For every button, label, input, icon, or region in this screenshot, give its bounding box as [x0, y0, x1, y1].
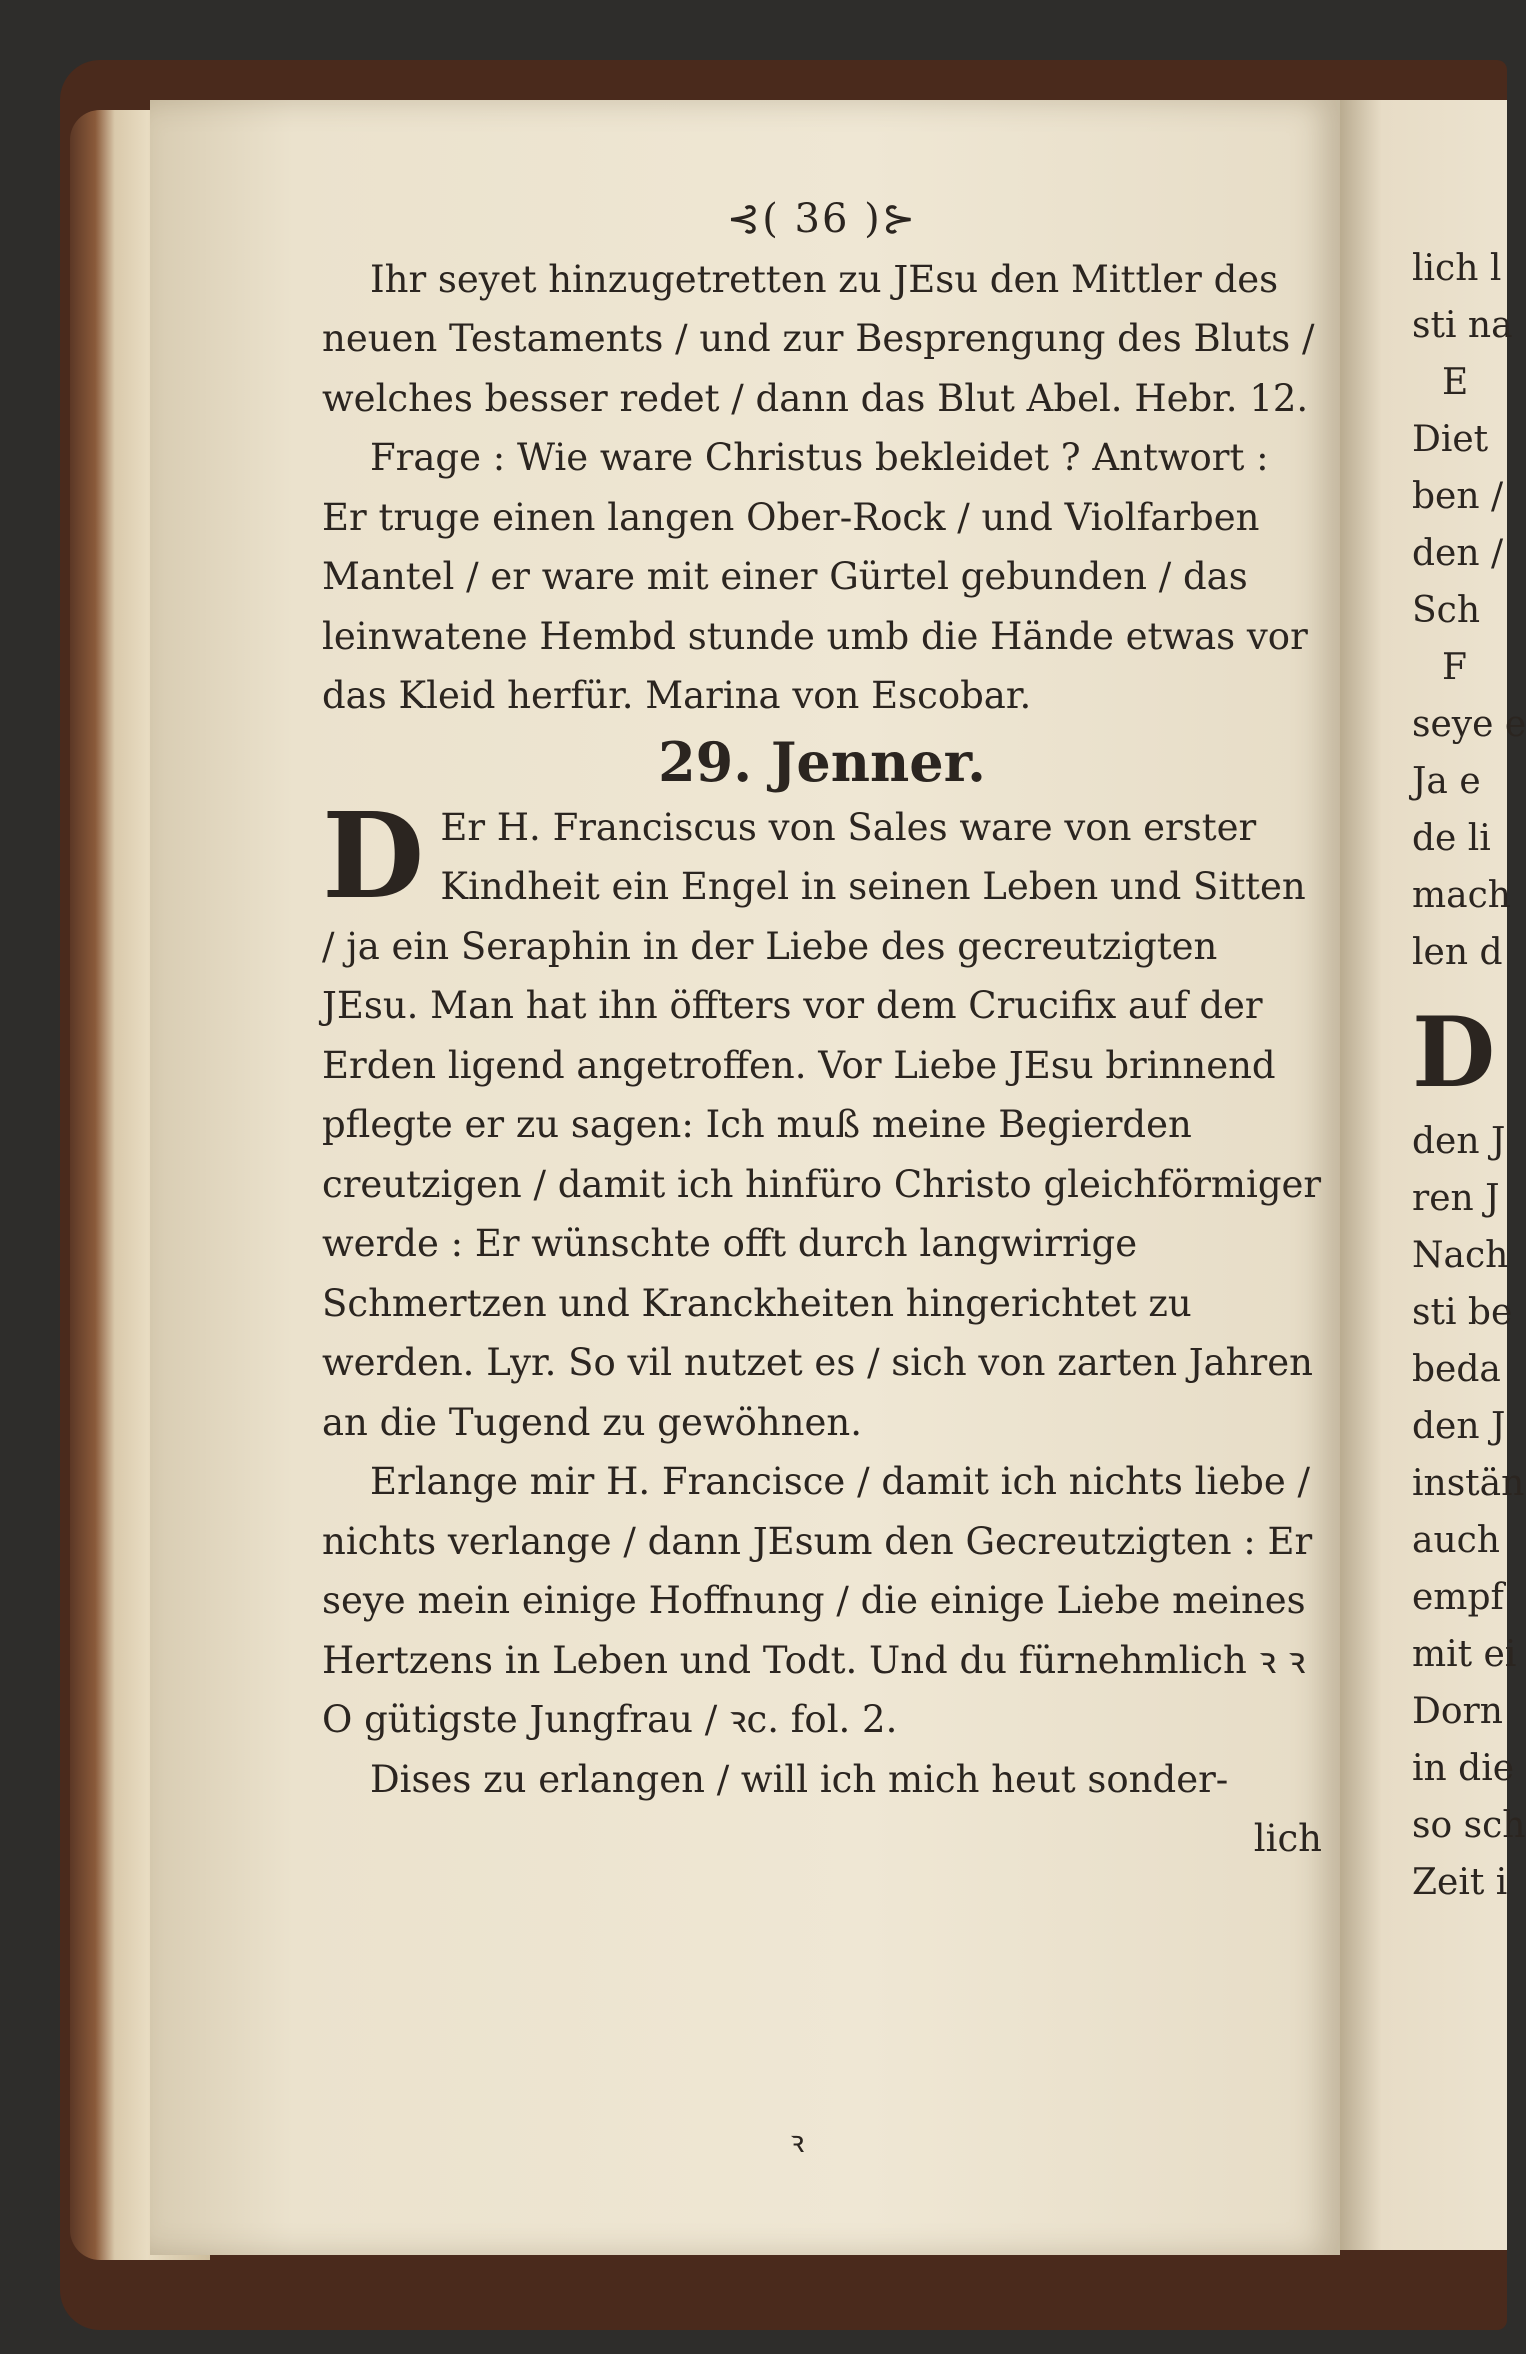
- paragraph-saint-life-text: Er H. Franciscus von Sales ware von erster Kindheit ein Engel in seinen Leben und Sitten / ja ein Seraphin in der Liebe des gecreutzigten JEsu. Man hat ihn öffters vor dem Crucifix auf der Erden ligend angetroffen. Vor Liebe JEsu brinnend pflegte er zu sagen: Ich muß meine Begierden creutzigen / damit ich hinfüro Christo gleichförmiger werde : Er wünschte offt durch langwirrige Schmertzen und Kranckheiten hingerichtet zu werden. Lyr. So vil nutzet es / sich von zarten Jahren an die Tugend zu gewöhnen.: [322, 805, 1322, 1444]
- paragraph-scripture: Ihr seyet hinzugetretten zu JEsu den Mittler des neuen Testaments / und zur Besprengung des Bluts / welches besser redet / dann das Blut Abel. Hebr. 12.: [322, 257, 1315, 420]
- signature-mark: ꝛ: [790, 2125, 805, 2160]
- right-line: Nach: [1412, 1235, 1509, 1276]
- right-line: so sch: [1412, 1805, 1526, 1846]
- left-page-text: [322, 190, 1322, 1869]
- paragraph-prayer: Erlange mir H. Francisce / damit ich nichts liebe / nichts verlange / dann JEsum den Gecreutzigten : Er seye mein einige Hoffnung / die einige Liebe meines Hertzens in Leben und Todt. Und du fürnehmlich ꝛ ꝛ O gütigste Jungfrau / ꝛc. fol. 2.: [322, 1460, 1313, 1741]
- right-line: len d: [1412, 932, 1503, 973]
- day-heading: 29. Jenner.: [658, 729, 986, 794]
- right-line: empf: [1412, 1577, 1504, 1618]
- right-line: de li: [1412, 818, 1491, 859]
- right-line: Diet: [1412, 419, 1489, 460]
- right-line: ren J: [1412, 1178, 1500, 1219]
- right-line: mit ei: [1412, 1634, 1517, 1675]
- right-line: sti be: [1412, 1292, 1513, 1333]
- right-dropcap-letter: D: [1412, 996, 1496, 1109]
- right-line: ben /: [1412, 476, 1504, 517]
- right-line: F: [1442, 647, 1467, 688]
- right-line: in die: [1412, 1748, 1515, 1789]
- right-page-text: [1412, 240, 1526, 1911]
- paragraph-question: Frage : Wie ware Christus bekleidet ? Antwort : Er truge einen langen Ober-Rock / und Violfarben Mantel / er ware mit einer Gürtel gebunden / das leinwatene Hembd stunde umb die Hände etwas vor das Kleid herfür. Marina von Escobar.: [322, 436, 1308, 717]
- right-line: E: [1442, 362, 1469, 403]
- page-header: ⊰( 36 )⊱: [726, 196, 918, 242]
- right-line: den J: [1412, 1121, 1506, 1162]
- right-line: den /: [1412, 533, 1504, 574]
- catchword: lich: [1253, 1817, 1322, 1860]
- right-line: instän: [1412, 1463, 1525, 1504]
- right-line: mach: [1412, 875, 1511, 916]
- right-line: sti na: [1412, 305, 1513, 346]
- dropcap-letter: D: [322, 785, 425, 925]
- right-line: beda: [1412, 1349, 1501, 1390]
- right-line: Zeit i: [1412, 1862, 1508, 1903]
- right-line: Sch: [1412, 590, 1481, 631]
- right-line: Dorn: [1412, 1691, 1503, 1732]
- paragraph-saint-life: [322, 785, 1322, 1453]
- right-line: seye e: [1412, 704, 1526, 745]
- right-line: Ja e: [1412, 761, 1481, 802]
- right-line: lich l: [1412, 248, 1502, 289]
- paragraph-resolution: Dises zu erlangen / will ich mich heut sonder-: [370, 1757, 1229, 1801]
- right-line: den J: [1412, 1406, 1506, 1447]
- right-line: auch: [1412, 1520, 1500, 1561]
